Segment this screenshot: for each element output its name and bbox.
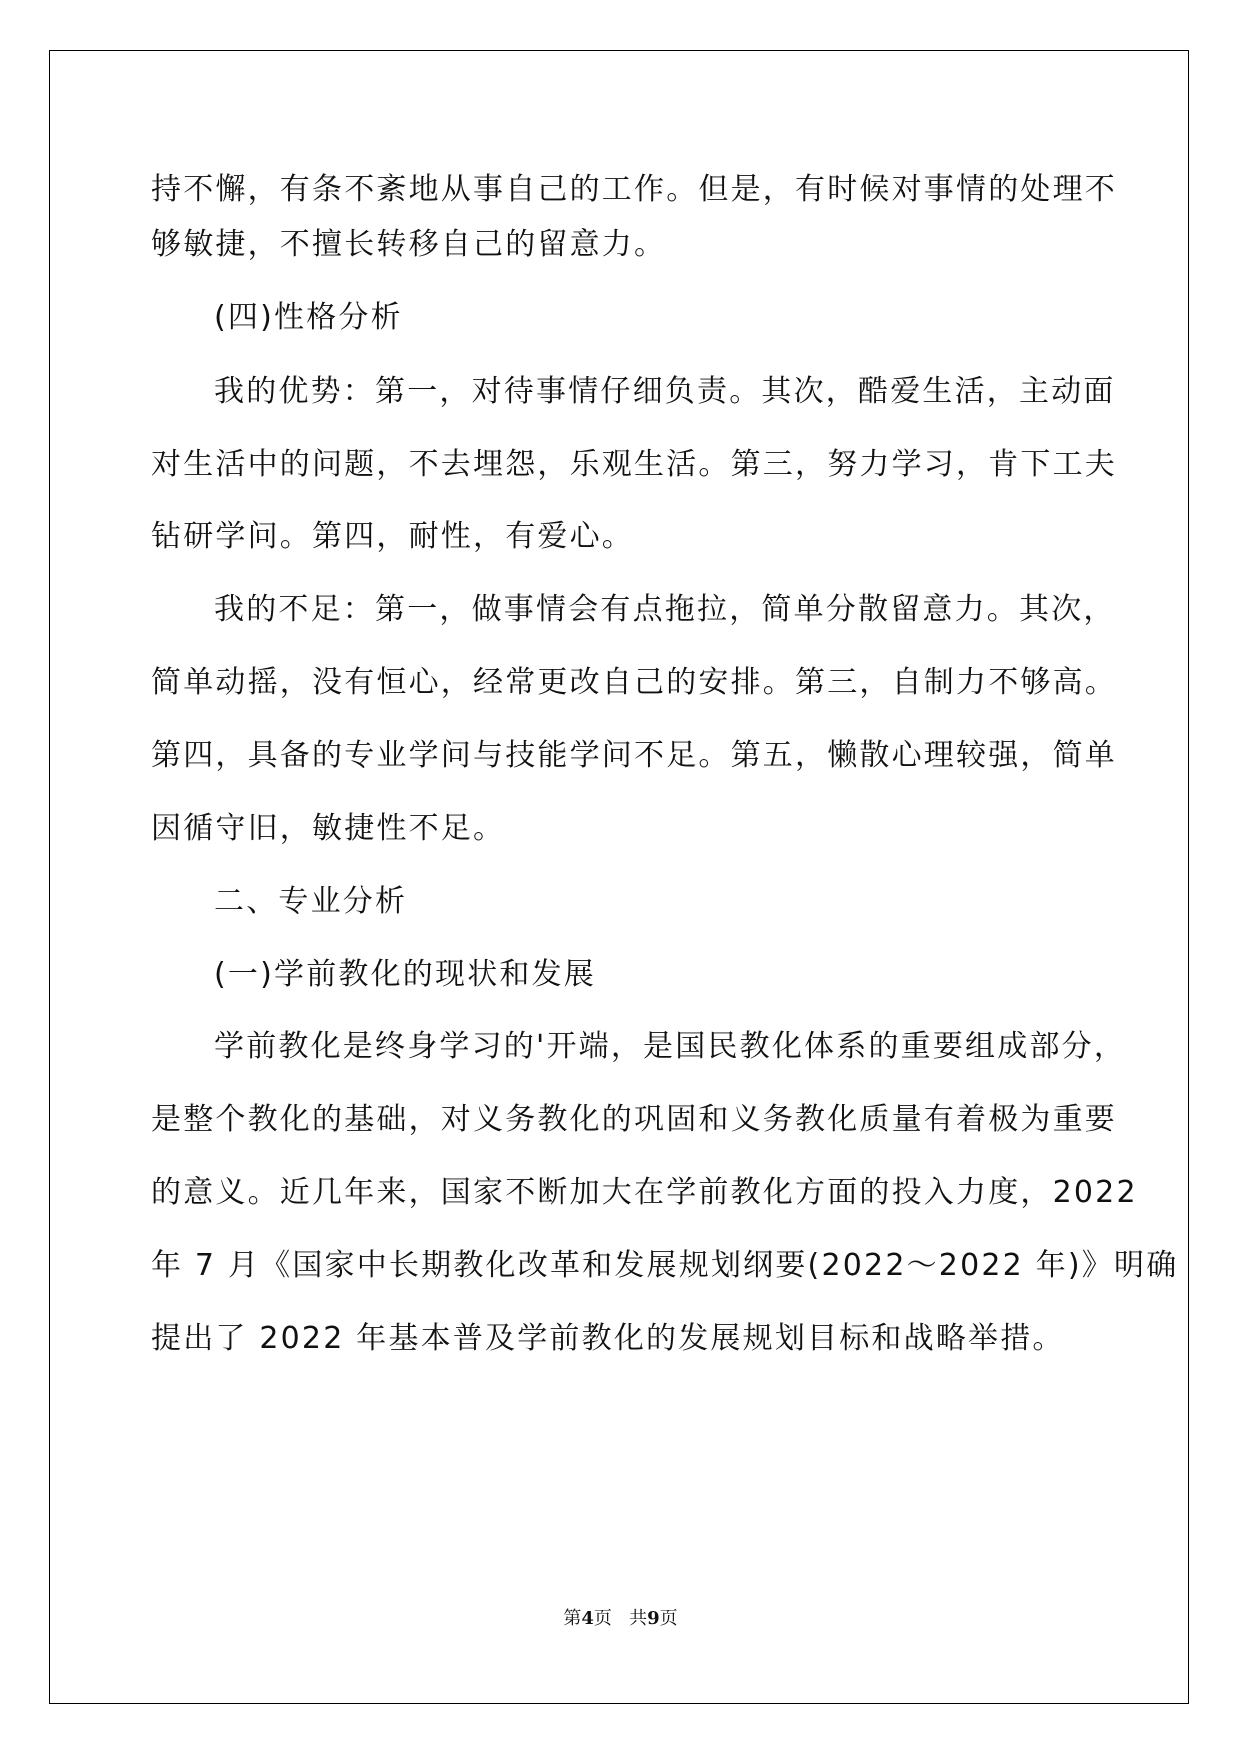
text-line: 对生活中的问题，不去埋怨，乐观生活。第三，努力学习，肯下工夫 (151, 447, 1117, 482)
current-page-number: 4 (581, 1608, 594, 1629)
text-line: 持不懈，有条不紊地从事自己的工作。但是，有时候对事情的处理不 (151, 172, 1117, 207)
total-page-number: 9 (647, 1608, 660, 1629)
text-line: 的意义。近几年来，国家不断加大在学前教化方面的投入力度，2022 (151, 1175, 1138, 1210)
text-line: 是整个教化的基础，对义务教化的巩固和义务教化质量有着极为重要 (151, 1102, 1117, 1137)
footer-mid: 页 共 (593, 1608, 648, 1629)
section-heading: (一)学前教化的现状和发展 (214, 957, 597, 992)
section-heading: (四)性格分析 (214, 300, 403, 335)
text-line: 因循守旧，敏捷性不足。 (151, 811, 506, 846)
text-line: 我的不足：第一，做事情会有点拖拉，简单分散留意力。其次， (214, 592, 1116, 627)
text-line: 学前教化是终身学习的'开端，是国民教化体系的重要组成部分， (214, 1029, 1127, 1064)
page-border (49, 50, 1189, 1704)
text-line: 第四，具备的专业学问与技能学问不足。第五，懒散心理较强，简单 (151, 738, 1117, 773)
footer-suffix: 页 (659, 1608, 678, 1629)
section-heading: 二、专业分析 (214, 884, 408, 919)
page-number-footer (0, 1608, 1241, 1630)
text-line: 我的优势：第一，对待事情仔细负责。其次，酷爱生活，主动面 (214, 374, 1116, 409)
text-line: 简单动摇，没有恒心，经常更改自己的安排。第三，自制力不够高。 (151, 665, 1117, 700)
footer-prefix: 第 (563, 1608, 582, 1629)
text-line: 提出了 2022 年基本普及学前教化的发展规划目标和战略举措。 (151, 1321, 1065, 1356)
text-line: 够敏捷，不擅长转移自己的留意力。 (151, 227, 667, 262)
text-line: 年 7 月《国家中长期教化改革和发展规划纲要(2022～2022 年)》明确 (151, 1248, 1179, 1283)
text-line: 钻研学问。第四，耐性，有爱心。 (151, 519, 634, 554)
